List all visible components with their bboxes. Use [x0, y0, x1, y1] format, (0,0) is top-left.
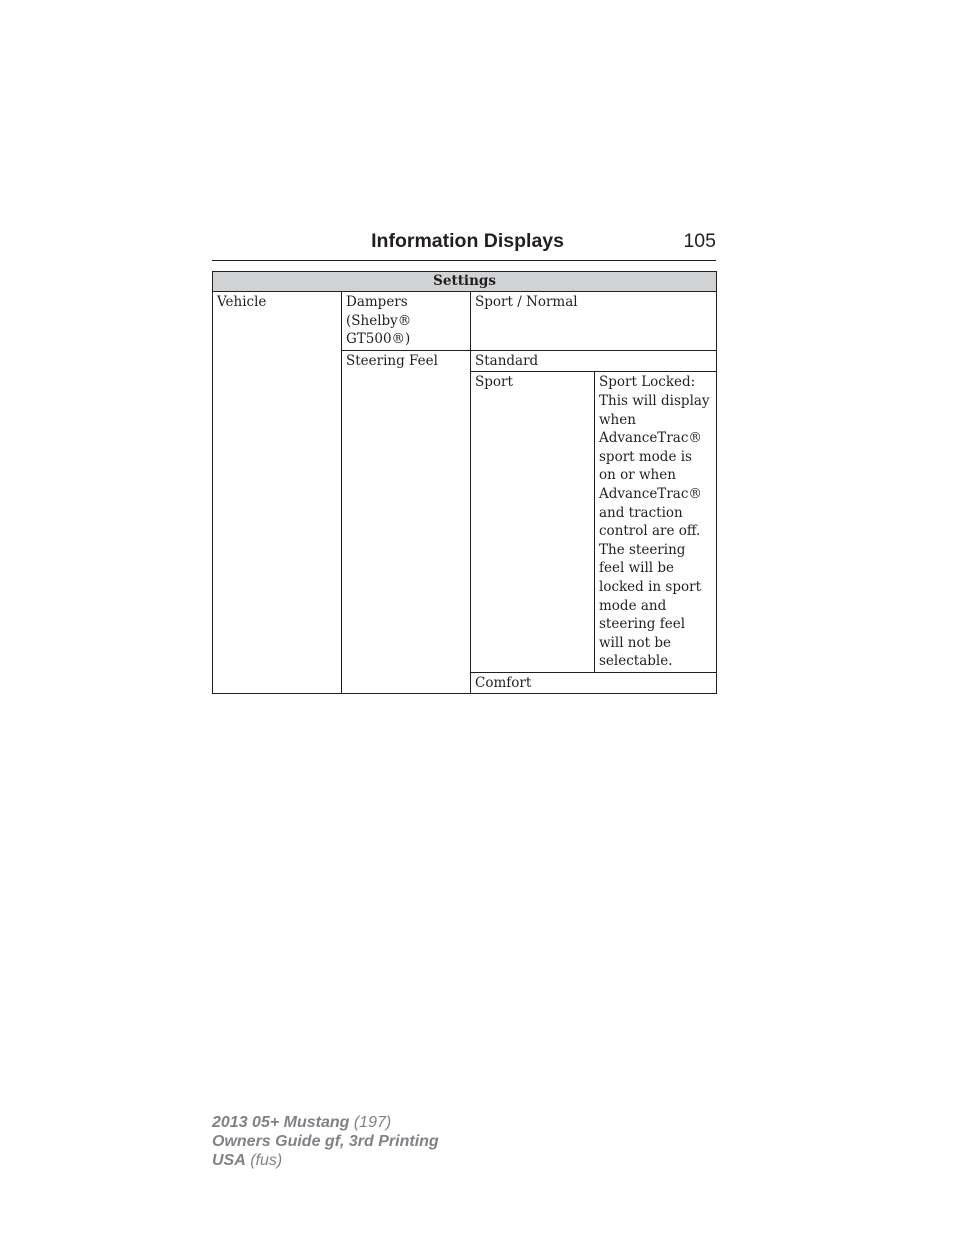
sport-locked-note-cell: Sport Locked: This will display when AdvanceTrac® sport mode is on or when AdvanceTrac® and traction control are off. The steering feel will be locked in sport mode and steering feel will not be selectable. — [595, 372, 717, 673]
dampers-value-cell: Sport / Normal — [471, 292, 717, 351]
page-footer — [212, 1113, 439, 1170]
steering-feel-label-cell: Steering Feel — [342, 350, 471, 694]
steering-standard-cell: Standard — [471, 350, 717, 372]
table-header-row — [213, 272, 717, 292]
page-header — [212, 228, 716, 261]
section-title: Information Displays — [371, 230, 564, 252]
footer-line-2: Owners Guide gf, 3rd Printing — [212, 1133, 439, 1150]
dampers-label-cell: Dampers (Shelby® GT500®) — [342, 292, 471, 351]
footer-line-1: 2013 05+ Mustang (197) — [212, 1114, 392, 1131]
steering-sport-cell: Sport — [471, 372, 595, 673]
table-title: Settings — [213, 272, 717, 292]
vehicle-cell: Vehicle — [213, 292, 342, 694]
footer-line-3: USA (fus) — [212, 1152, 283, 1169]
steering-comfort-cell: Comfort — [471, 672, 717, 694]
page-number: 105 — [683, 230, 716, 252]
settings-table — [212, 271, 717, 694]
table-row — [213, 292, 717, 351]
